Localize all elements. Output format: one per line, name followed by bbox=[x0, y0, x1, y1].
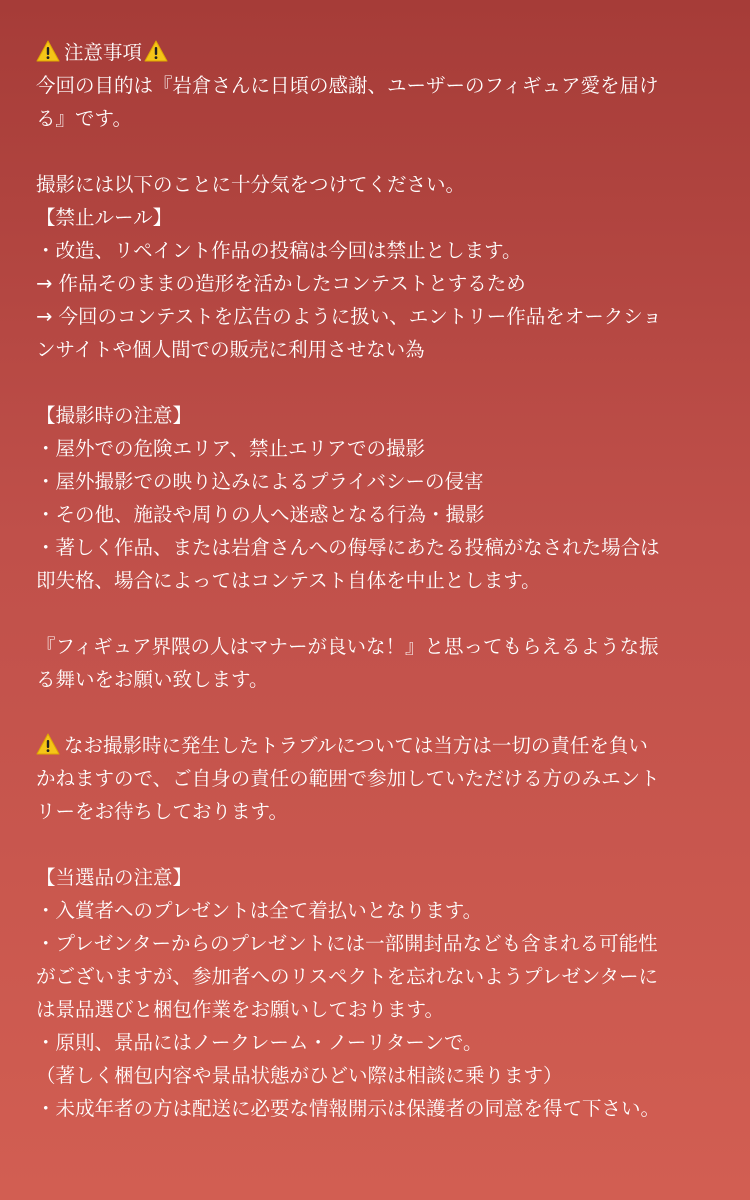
manners-line: る舞いをお願い致します。 bbox=[36, 668, 269, 691]
shooting-heading: 【撮影時の注意】 bbox=[36, 404, 193, 427]
prizes-line: がございますが、参加者へのリスペクトを忘れないようプレゼンターに bbox=[36, 965, 659, 988]
prizes-line: ・プレゼンターからのプレゼントには一部開封品なども含まれる可能性 bbox=[36, 932, 658, 955]
notice-title-text: 注意事項 bbox=[64, 41, 143, 64]
rules-line: → 作品そのままの造形を活かしたコンテストとするため bbox=[36, 272, 526, 295]
rules-line: → 今回のコンテストを広告のように扱い、エントリー作品をオークショ bbox=[36, 305, 662, 328]
disclaimer-text: なお撮影時に発生したトラブルについては当方は一切の責任を負い bbox=[64, 734, 648, 757]
prizes-heading: 【当選品の注意】 bbox=[36, 866, 193, 889]
purpose-line: 今回の目的は『岩倉さんに日頃の感謝、ユーザーのフィギュア愛を届け bbox=[36, 74, 659, 97]
disclaimer-line: リーをお待ちしております。 bbox=[36, 800, 288, 823]
spacer bbox=[36, 135, 720, 168]
spacer bbox=[36, 597, 720, 630]
prizes-line: ・未成年者の方は配送に必要な情報開示は保護者の同意を得て下さい。 bbox=[36, 1097, 661, 1120]
rules-heading: 【禁止ルール】 bbox=[36, 206, 173, 229]
prizes-line: は景品選びと梱包作業をお願いしております。 bbox=[36, 998, 444, 1021]
shooting-line: ・その他、施設や周りの人へ迷惑となる行為・撮影 bbox=[36, 503, 485, 526]
disclaimer-line bbox=[36, 729, 720, 762]
shooting-line: ・屋外での危険エリア、禁止エリアでの撮影 bbox=[36, 437, 426, 460]
prizes-line: （著しく梱包内容や景品状態がひどい際は相談に乗ります） bbox=[36, 1064, 563, 1087]
spacer bbox=[36, 696, 720, 729]
warning-icon bbox=[36, 733, 60, 755]
shooting-line: ・著しく作品、または岩倉さんへの侮辱にあたる投稿がなされた場合は bbox=[36, 536, 660, 559]
rules-intro: 撮影には以下のことに十分気をつけてください。 bbox=[36, 173, 466, 196]
disclaimer-line: かねますので、ご自身の責任の範囲で参加していただける方のみエント bbox=[36, 767, 660, 790]
prizes-line: ・入賞者へのプレゼントは全て着払いとなります。 bbox=[36, 899, 483, 922]
rules-line: ・改造、リペイント作品の投稿は今回は禁止とします。 bbox=[36, 239, 522, 262]
spacer bbox=[36, 828, 720, 861]
shooting-line: 即失格、場合によってはコンテスト自体を中止とします。 bbox=[36, 569, 541, 592]
shooting-line: ・屋外撮影での映り込みによるプライバシーの侵害 bbox=[36, 470, 484, 493]
rules-line: ンサイトや個人間での販売に利用させない為 bbox=[36, 338, 425, 361]
warning-icon bbox=[144, 40, 168, 62]
notice-title bbox=[36, 36, 720, 69]
manners-line: 『フィギュア界隈の人はマナーが良いな！』と思ってもらえるような振 bbox=[36, 635, 659, 658]
warning-icon bbox=[36, 40, 60, 62]
prizes-line: ・原則、景品にはノークレーム・ノーリターンで。 bbox=[36, 1031, 483, 1054]
spacer bbox=[36, 366, 720, 399]
purpose-line: る』です。 bbox=[36, 107, 132, 130]
